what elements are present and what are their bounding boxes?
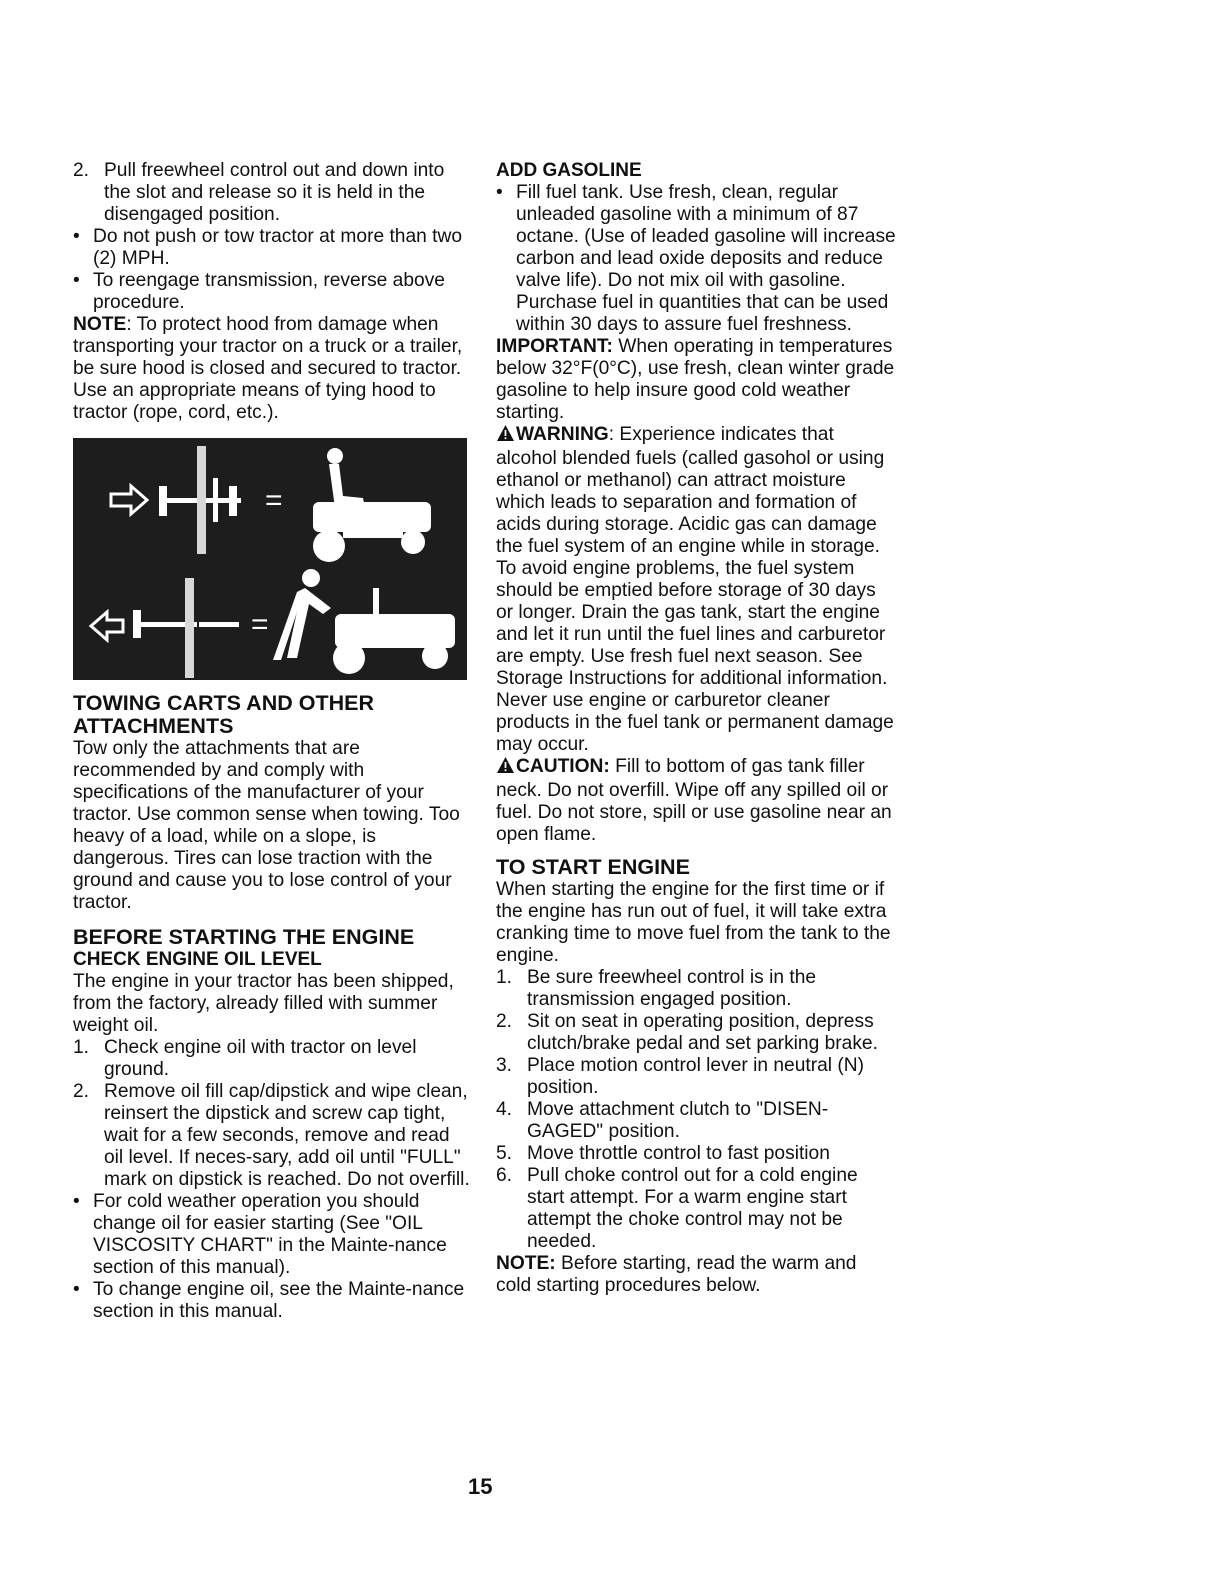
step-text: Move throttle control to fast position <box>527 1143 830 1164</box>
list-item <box>73 1191 473 1279</box>
step-text: Pull choke control out for a cold engine start attempt. For a warm engine start attempt the choke control may not be needed. <box>527 1165 858 1252</box>
step-text: Remove oil fill cap/dipstick and wipe clean, reinsert the dipstick and screw cap tight, wait for a few seconds, remove and read oil level. If neces-sary, add oil until "FULL" mark on dipstick is reached. Do not overfill. <box>104 1081 470 1190</box>
list-item <box>496 1165 896 1253</box>
list-item <box>73 270 473 314</box>
bullet-icon: • <box>73 1191 80 1212</box>
list-item <box>496 1055 896 1099</box>
list-item <box>73 1279 473 1323</box>
before-starting-heading: BEFORE STARTING THE ENGINE <box>73 925 415 949</box>
caution-text: Fill to bottom of gas tank filler neck. Do not overfill. Wipe off any spilled oil or fuel. Do not store, spill or use gasoline near an open flame. <box>496 756 892 845</box>
bullet-text: Fill fuel tank. Use fresh, clean, regular unleaded gasoline with a minimum of 87 octane. (Use of leaded gasoline will increase carbon and lead oxide deposits and reduce valve life). Do not mix oil with gasoline. Purchase fuel in quantities that can be used within 30 days to assure fuel freshness. <box>516 182 896 335</box>
warning-note <box>496 424 896 756</box>
towing-paragraph: Tow only the attachments that are recommended by and comply with specifications of the manufacturer of your tractor. Use common sense when towing. Too heavy of a load, while on a slope, is dangerous. Tires can lose traction with the ground and cause you to lose control of your tractor. <box>73 738 460 913</box>
start-note <box>496 1253 896 1297</box>
step-number: 4. <box>496 1099 513 1120</box>
freewheel-figure <box>73 438 467 680</box>
start-engine-paragraph: When starting the engine for the first time or if the engine has run out of fuel, it will take extra cranking time to move fuel from the tank to the engine. <box>496 879 891 966</box>
step-text: Pull freewheel control out and down into the slot and release so it is held in the disengaged position. <box>104 160 445 225</box>
engaged-control-icon <box>159 446 241 554</box>
list-item <box>496 182 896 336</box>
bullet-icon: • <box>73 270 80 291</box>
step-number: 2. <box>496 1011 513 1032</box>
step-text: Move attachment clutch to "DISEN-GAGED" position. <box>527 1099 829 1142</box>
step-number: 5. <box>496 1143 513 1164</box>
warning-label: WARNING <box>516 424 609 445</box>
important-note <box>496 336 896 424</box>
note-text: Before starting, read the warm and cold starting procedures below. <box>496 1253 857 1296</box>
freewheel-illustration <box>73 438 467 680</box>
caution-note <box>496 756 896 846</box>
pushing-person-icon <box>273 569 331 660</box>
list-item <box>496 1011 896 1055</box>
arrow-right-icon <box>111 486 147 514</box>
bullet-icon: • <box>73 226 80 247</box>
step-text: Be sure freewheel control is in the transmission engaged position. <box>527 967 817 1010</box>
step-number: 1. <box>496 967 513 988</box>
towing-heading: TOWING CARTS AND OTHER ATTACHMENTS <box>73 691 374 738</box>
list-item <box>496 1143 896 1165</box>
step-number: 6. <box>496 1165 513 1186</box>
list-item <box>73 1081 473 1191</box>
list-item <box>73 1037 473 1081</box>
start-engine-heading: TO START ENGINE <box>496 855 690 879</box>
freewheel-step-2 <box>73 160 473 226</box>
important-label: IMPORTANT: <box>496 336 613 357</box>
bullet-text: For cold weather operation you should change oil for easier starting (See "OIL VISCOSITY CHART" in the Mainte-nance section of this manual). <box>93 1191 447 1278</box>
arrow-left-icon <box>91 612 123 640</box>
step-number: 1. <box>73 1037 90 1058</box>
step-text: Sit on seat in operating position, depress clutch/brake pedal and set parking brake. <box>527 1011 878 1054</box>
riding-tractor-icon <box>313 448 431 562</box>
caution-label: CAUTION: <box>516 756 610 777</box>
check-oil-paragraph: The engine in your tractor has been shipped, from the factory, already filled with summer weight oil. <box>73 971 454 1036</box>
step-text: Check engine oil with tractor on level ground. <box>104 1037 417 1080</box>
hood-note <box>73 314 473 424</box>
step-number: 2. <box>73 1081 90 1102</box>
important-text: When operating in temperatures below 32°F(0°C), use fresh, clean winter grade gasoline to help insure good cold weather starting. <box>496 336 895 423</box>
caution-triangle-icon <box>496 756 515 780</box>
right-column <box>496 160 896 1297</box>
add-gasoline-heading: ADD GASOLINE <box>496 160 642 181</box>
page-number: 15 <box>468 1474 493 1499</box>
left-column <box>73 160 473 1323</box>
note-label: NOTE: <box>496 1253 556 1274</box>
warning-text: : Experience indicates that alcohol blended fuels (called gasohol or using ethanol or methanol) can attract moisture which leads to separation and formation of acids during storage. Acidic gas can damage the fuel system of an engine while in storage. To avoid engine problems, the fuel system should be emptied before storage of 30 days or longer. Drain the gas tank, start the engine and let it run until the fuel lines and carburetor are empty. Use fresh fuel next season. See Storage Instructions for additional information. Never use engine or carburetor cleaner products in the fuel tank or permanent damage may occur. <box>496 424 894 755</box>
step-text: Place motion control lever in neutral (N) position. <box>527 1055 864 1098</box>
bullet-text: Do not push or tow tractor at more than two (2) MPH. <box>93 226 463 269</box>
bullet-icon: • <box>496 182 503 203</box>
list-item <box>496 967 896 1011</box>
disengaged-control-icon <box>133 578 239 678</box>
towed-tractor-icon <box>333 588 455 674</box>
list-item <box>73 226 473 270</box>
warning-triangle-icon <box>496 424 515 448</box>
note-text: : To protect hood from damage when transporting your tractor on a truck or a trailer, be sure hood is closed and secured to tractor. Use an appropriate means of tying hood to tractor (rope, cord, etc.). <box>73 314 463 423</box>
bottom-equals: = <box>251 608 269 641</box>
bullet-text: To change engine oil, see the Mainte-nance section in this manual. <box>93 1279 465 1322</box>
bullet-icon: • <box>73 1279 80 1300</box>
bullet-text: To reengage transmission, reverse above procedure. <box>93 270 445 313</box>
check-oil-heading: CHECK ENGINE OIL LEVEL <box>73 949 322 970</box>
step-number: 2. <box>73 160 90 181</box>
top-equals: = <box>265 484 283 517</box>
list-item <box>496 1099 896 1143</box>
note-label: NOTE <box>73 314 127 335</box>
step-number: 3. <box>496 1055 513 1076</box>
